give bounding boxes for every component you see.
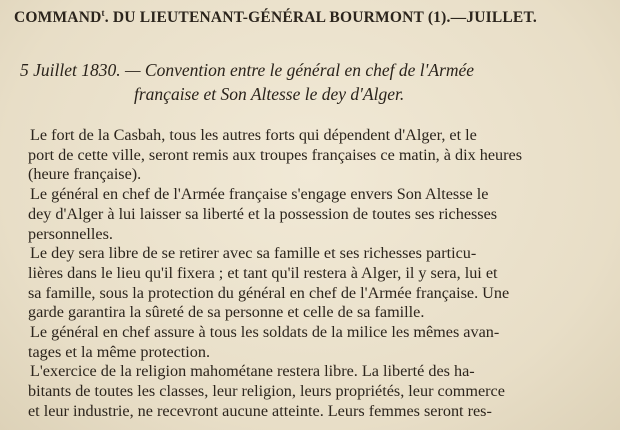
text-line: Le fort de la Casbah, tous les autres forts qui dépendent d'Alger, et le: [30, 126, 477, 144]
text-line: port de cette ville, seront remis aux troupes françaises ce matin, à dix heures: [28, 145, 522, 164]
text-line: Le général en chef assure à tous les soldats de la milice les mêmes avan-: [30, 323, 500, 342]
text-line: personnelles.: [28, 224, 113, 243]
text-line: tages et la même protection.: [28, 342, 211, 361]
heading-date: 5 Juillet 1830.: [20, 60, 121, 80]
text-line: Le général en chef de l'Armée française s'engage envers Son Altesse le: [30, 185, 489, 204]
running-head-sup: t: [101, 8, 105, 18]
text-line: sa famille, sous la protection du général en chef de l'Armée française. Une: [28, 283, 510, 302]
heading-line-1: [20, 58, 610, 82]
paragraph-5: [30, 362, 610, 421]
text-line: garde garantira la sûreté de sa personne et celle de sa famille.: [28, 303, 425, 322]
running-head-part2: . DU LIEUTENANT-GÉNÉRAL BOURMONT (1).—JUILLET.: [104, 9, 537, 27]
running-head-part1: COMMAND: [14, 9, 102, 27]
paragraph-1: [30, 126, 610, 185]
text-line: bitants de toutes les classes, leur religion, leurs propriétés, leur commerce: [28, 382, 505, 401]
paragraph-3: [30, 244, 610, 323]
heading-title-line-2: française et Son Altesse le dey d'Alger.: [134, 84, 405, 104]
text-line: L'exercice de la religion mahométane restera libre. La liberté des ha-: [30, 362, 475, 381]
text-line: lières dans le lieu qu'il fixera ; et tant qu'il restera à Alger, il y sera, lui et: [28, 263, 498, 282]
heading-title-line-1: — Convention entre le général en chef de l'Armée: [120, 60, 475, 80]
text-line: et leur industrie, ne recevront aucune atteinte. Leurs femmes seront res-: [28, 401, 492, 420]
body-text: [30, 126, 610, 422]
running-head: [14, 8, 610, 27]
paragraph-4: [30, 323, 610, 362]
text-line: dey d'Alger à lui laisser sa liberté et la possession de toutes ses richesses: [28, 204, 498, 223]
paragraph-2: [30, 185, 610, 244]
text-line: Le dey sera libre de se retirer avec sa famille et ses richesses particu-: [30, 244, 477, 263]
text-line: (heure française).: [28, 165, 142, 184]
document-heading: [20, 58, 610, 106]
